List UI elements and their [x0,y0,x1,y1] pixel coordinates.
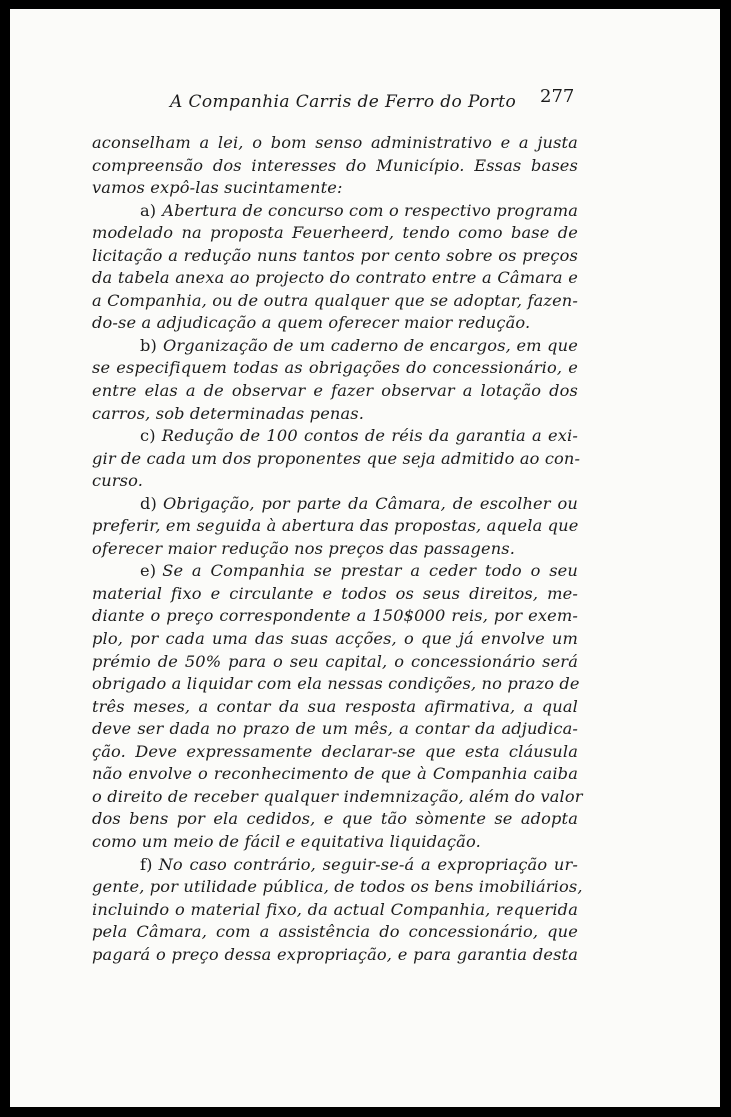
clause-marker: e) [140,561,157,581]
text-line [92,448,581,471]
line-text: vamos expô-las sucintamente: [92,178,343,198]
clause-marker: c) [140,426,156,446]
page-header [10,86,720,116]
line-text: três meses, a contar da sua resposta afirmativa, a qual [92,696,578,716]
text-line [92,335,578,358]
text-line [92,222,578,245]
text-line [92,290,578,313]
line-text: o direito de receber qualquer indemnização, além do valor [92,786,583,806]
line-text: como um meio de fácil e equitativa liquidação. [92,831,481,851]
clause-c [92,425,581,493]
text-line [92,380,578,403]
line-text: obrigado a liquidar com ela nessas condições, no prazo de [92,674,580,694]
text-line [92,267,578,290]
text-line [92,763,578,786]
text-line [92,132,578,155]
line-text: entre elas a de observar e fazer observar a lotação dos [92,381,578,401]
line-text: deve ser dada no prazo de um mês, a contar da adjudica- [92,719,578,739]
line-text: oferecer maior redução nos preços das passagens. [92,538,516,558]
line-text: pagará o preço dessa expropriação, e para garantia desta [92,944,578,964]
line-text: diante o preço correspondente a 150$000 reis, por exem- [92,606,578,626]
body-text [92,132,583,966]
text-line [92,944,578,967]
line-text: a Companhia, ou de outra qualquer que se adoptar, fazen- [92,290,578,310]
page-number: 277 [540,86,575,107]
text-line [92,831,578,854]
text-line [92,605,578,628]
text-line [92,628,578,651]
text-line [92,312,578,335]
line-text: não envolve o reconhecimento de que à Companhia caiba [92,764,578,784]
line-text: gente, por utilidade pública, de todos os bens imobiliários, [92,877,583,897]
clause-e [92,560,583,853]
line-text: pela Câmara, com a assistência do concessionário, que [92,922,578,942]
line-text: Redução de 100 contos de réis da garantia a exi- [161,426,578,446]
line-text: Se a Companhia se prestar a ceder todo o seu [162,561,578,581]
line-text: Organização de um caderno de encargos, em que [162,335,578,355]
text-line [92,921,578,944]
text-line [92,583,578,606]
line-text: da tabela anexa ao projecto do contrato entre a Câmara e [92,268,578,288]
clause-b [92,335,578,425]
text-line [92,808,578,831]
clause-a [92,200,578,335]
text-line [92,718,578,741]
line-text: modelado na proposta Feuerheerd, tendo como base de [92,223,578,243]
line-text: dos bens por ela cedidos, e que tão sòmente se adopta [92,809,578,829]
text-line [92,786,583,809]
clause-marker: f) [140,854,153,874]
text-line [92,696,578,719]
line-text: preferir, em seguida à abertura das propostas, aquela que [92,516,579,536]
text-line [92,854,578,877]
text-line [92,515,578,538]
line-text: ção. Deve expressamente declarar-se que esta cláusula [92,741,578,761]
line-text: licitação a redução nuns tantos por cento sobre os preços [92,245,578,265]
text-line [92,651,578,674]
line-text: No caso contrário, seguir-se-á a expropriação ur- [158,854,578,874]
text-line [92,200,578,223]
line-text: curso. [92,471,144,491]
text-line [92,425,578,448]
line-text: carros, sob determinadas penas. [92,403,365,423]
text-line [92,538,578,561]
text-line [92,357,578,380]
line-text: incluindo o material fixo, da actual Companhia, requerida [92,899,578,919]
line-text: aconselham a lei, o bom senso administrativo e a justa [92,133,578,152]
line-text: material fixo e circulante e todos os seus direitos, me- [92,583,578,603]
line-text: prémio de 50% para o seu capital, o concessionário será [92,651,578,671]
text-line [92,177,578,200]
book-page [10,9,720,1107]
text-line [92,899,578,922]
text-line [92,876,583,899]
clause-f [92,854,583,967]
intro-paragraph [92,132,578,200]
text-line [92,673,578,696]
line-text: se especifiquem todas as obrigações do concessionário, e [92,358,578,378]
text-line [92,741,578,764]
clause-marker: d) [140,493,157,513]
text-line [92,470,578,493]
text-line [92,493,578,516]
text-line [92,245,578,268]
line-text: Abertura de concurso com o respectivo programa [162,200,578,220]
line-text: Obrigação, por parte da Câmara, de escolher ou [162,493,578,513]
line-text: plo, por cada uma das suas acções, o que já envolve um [92,629,578,649]
line-text: gir de cada um dos proponentes que seja admitido ao con- [92,448,581,468]
line-text: compreensão dos interesses do Município. Essas bases [92,155,578,175]
line-text: do-se a adjudicação a quem oferecer maior redução. [92,313,531,333]
clause-marker: a) [140,200,157,220]
clause-d [92,493,578,561]
text-line [92,403,578,426]
running-title: A Companhia Carris de Ferro do Porto [170,92,517,112]
text-line [92,155,578,178]
text-line [92,560,578,583]
clause-marker: b) [140,335,157,355]
